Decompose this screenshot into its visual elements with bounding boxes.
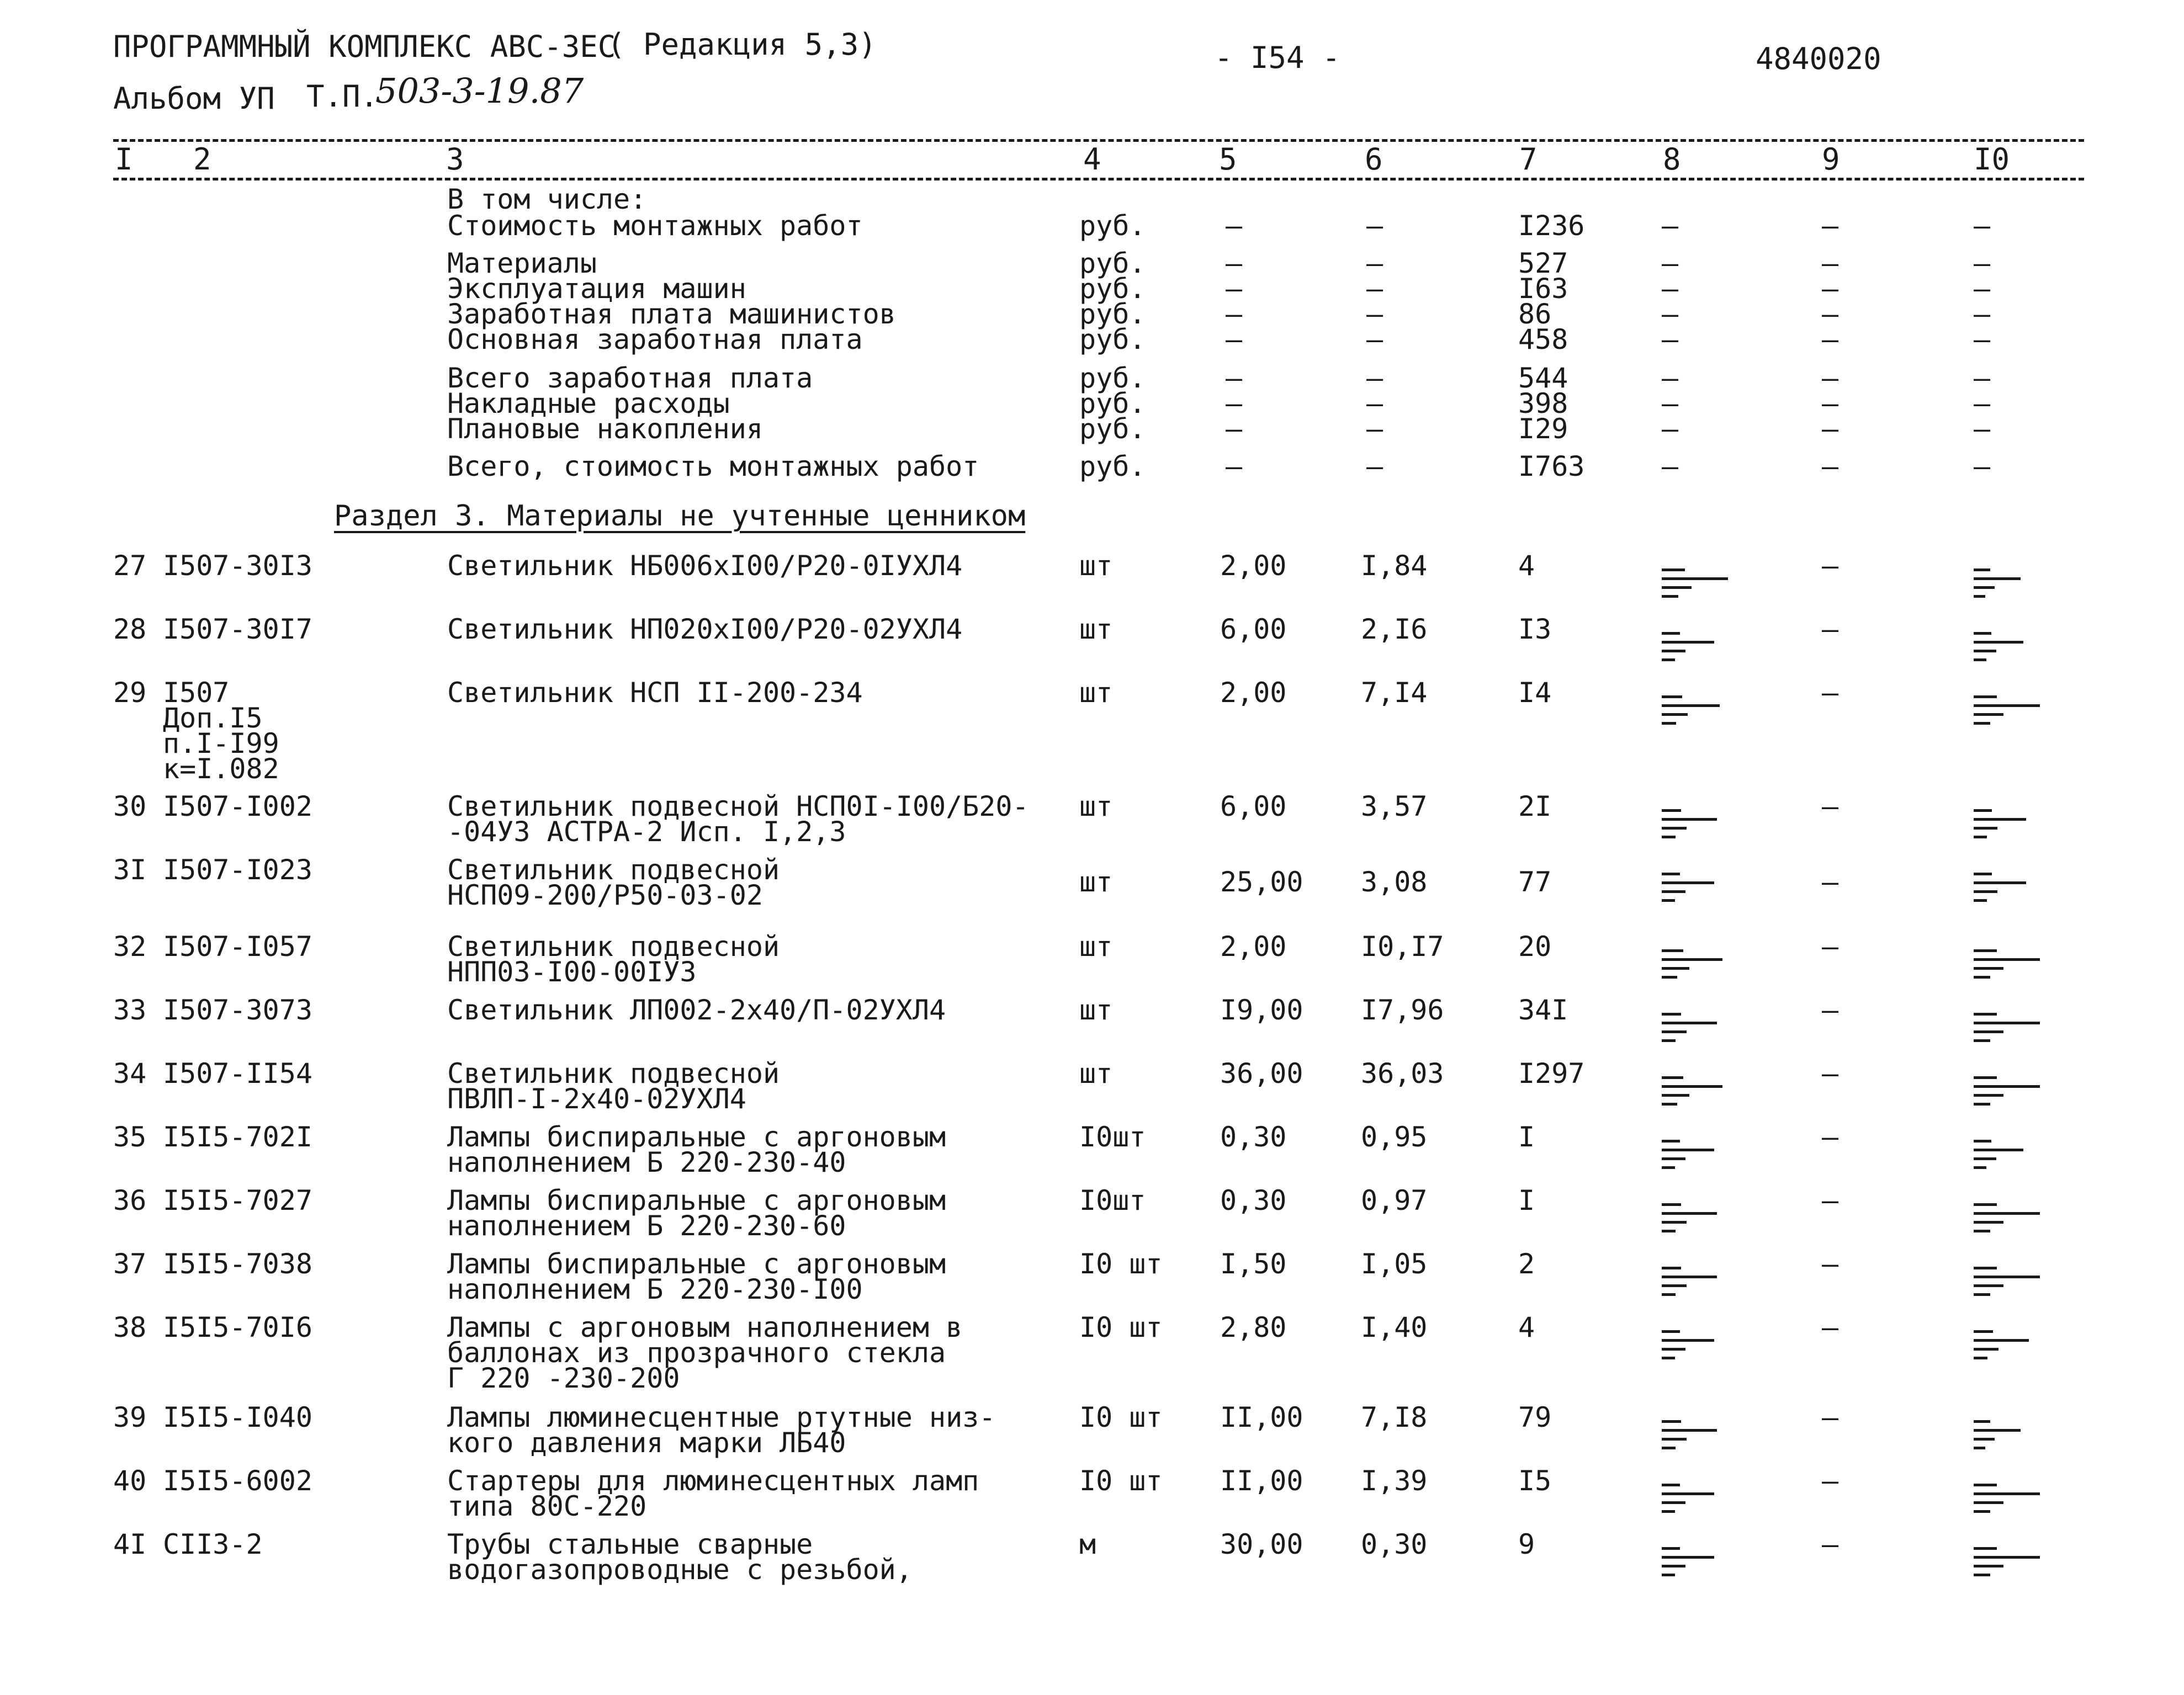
page-number: - I54 - <box>1215 40 1340 75</box>
row-name: Стартеры для люминесцентных ламп <box>447 1465 979 1497</box>
row-number: 27 <box>113 550 147 582</box>
summary-col6: – <box>1366 247 1383 279</box>
row-total: 79 <box>1518 1401 1552 1433</box>
summary-unit: руб. <box>1079 387 1146 419</box>
summary-name: Всего заработная плата <box>447 362 813 394</box>
summary-col9: – <box>1822 298 1839 330</box>
row-code: I507 <box>163 677 230 709</box>
row-col10-mark <box>1974 1140 2040 1173</box>
summary-col6: – <box>1366 298 1383 330</box>
row-number: 37 <box>113 1248 147 1280</box>
row-price: I7,96 <box>1361 994 1444 1026</box>
row-total: 20 <box>1518 931 1552 963</box>
edition-label: ( Редакция 5,3) <box>607 27 877 62</box>
row-col8-mark <box>1662 1330 1728 1363</box>
summary-col8: – <box>1662 413 1679 445</box>
summary-col8: – <box>1662 323 1679 355</box>
row-quantity: 6,00 <box>1220 790 1287 822</box>
summary-name: Стоимость монтажных работ <box>447 210 863 242</box>
row-name: Светильник подвесной <box>447 1058 780 1090</box>
row-code: I5I5-702I <box>163 1121 312 1153</box>
row-total: 4 <box>1518 550 1535 582</box>
row-unit: I0шт <box>1079 1121 1146 1153</box>
row-quantity: I9,00 <box>1220 994 1303 1026</box>
row-col8-mark <box>1662 1140 1728 1173</box>
row-quantity: II,00 <box>1220 1401 1303 1433</box>
summary-col10: – <box>1974 413 1991 445</box>
column-header-10: I0 <box>1974 142 2010 177</box>
row-total: 2 <box>1518 1248 1535 1280</box>
row-col8-mark <box>1662 1203 1728 1236</box>
summary-col6: – <box>1366 323 1383 355</box>
row-name: кого давления марки ЛБ40 <box>447 1427 846 1459</box>
row-col8-mark <box>1662 949 1728 982</box>
row-quantity: 2,00 <box>1220 677 1287 709</box>
row-col9: – <box>1822 931 1839 963</box>
row-name: Лампы люминесцентные ртутные низ- <box>447 1401 996 1433</box>
row-total: I297 <box>1518 1058 1585 1090</box>
column-header-5: 5 <box>1219 142 1237 177</box>
row-name: Светильник НП020хI00/Р20-02УХЛ4 <box>447 613 963 645</box>
row-unit: шт <box>1079 613 1113 645</box>
summary-col10: – <box>1974 210 1991 242</box>
row-price: I,40 <box>1361 1311 1428 1343</box>
row-col10-mark <box>1974 809 2040 842</box>
row-price: 7,I8 <box>1361 1401 1428 1433</box>
row-col8-mark <box>1662 1547 1728 1580</box>
summary-col5: – <box>1226 323 1243 355</box>
album-label: Альбом УП <box>113 81 275 116</box>
row-number: 28 <box>113 613 147 645</box>
row-code: I507-I023 <box>163 854 312 886</box>
row-name: Светильник подвесной <box>447 854 780 886</box>
summary-col6: – <box>1366 413 1383 445</box>
row-name: наполнением Б 220-230-40 <box>447 1146 846 1178</box>
row-price: 7,I4 <box>1361 677 1428 709</box>
row-total: 34I <box>1518 994 1568 1026</box>
summary-name: Накладные расходы <box>447 387 730 419</box>
row-code: Доп.I5 <box>163 702 263 734</box>
row-col8-mark <box>1662 1420 1728 1453</box>
row-name: -04У3 АСТРА-2 Исп. I,2,3 <box>447 816 846 848</box>
row-price: I,05 <box>1361 1248 1428 1280</box>
summary-value: I29 <box>1518 413 1568 445</box>
summary-value: 458 <box>1518 323 1568 355</box>
row-code: I5I5-7038 <box>163 1248 312 1280</box>
summary-col5: – <box>1226 387 1243 419</box>
summary-value: 527 <box>1518 247 1568 279</box>
summary-col8: – <box>1662 450 1679 482</box>
row-col10-mark <box>1974 1420 2040 1453</box>
row-code: I507-30I7 <box>163 613 312 645</box>
summary-col5: – <box>1226 362 1243 394</box>
summary-name: Основная заработная плата <box>447 323 863 355</box>
row-unit: I0 шт <box>1079 1311 1163 1343</box>
row-col10-mark <box>1974 1547 2040 1580</box>
row-quantity: 2,00 <box>1220 550 1287 582</box>
row-col10-mark <box>1974 1330 2040 1363</box>
column-header-4: 4 <box>1083 142 1101 177</box>
summary-name: В том числе: <box>447 183 647 215</box>
row-col10-mark <box>1974 873 2040 906</box>
row-quantity: II,00 <box>1220 1465 1303 1497</box>
summary-col10: – <box>1974 273 1991 305</box>
summary-col10: – <box>1974 247 1991 279</box>
program-title: ПРОГРАММНЫЙ КОМПЛЕКС АВС-ЗЕС <box>113 29 616 64</box>
row-number: 4I <box>113 1528 147 1560</box>
summary-col8: – <box>1662 273 1679 305</box>
summary-col5: – <box>1226 210 1243 242</box>
column-header-3: 3 <box>446 142 464 177</box>
row-unit: I0 шт <box>1079 1465 1163 1497</box>
row-name: баллонах из прозрачного стекла <box>447 1337 946 1369</box>
summary-name: Эксплуатация машин <box>447 273 746 305</box>
row-quantity: 2,00 <box>1220 931 1287 963</box>
row-price: 36,03 <box>1361 1058 1444 1090</box>
row-quantity: 36,00 <box>1220 1058 1303 1090</box>
row-col9: – <box>1822 613 1839 645</box>
summary-unit: руб. <box>1079 273 1146 305</box>
row-col9: – <box>1822 1058 1839 1090</box>
row-unit: I0шт <box>1079 1184 1146 1216</box>
row-col10-mark <box>1974 695 2040 729</box>
row-unit: шт <box>1079 790 1113 822</box>
row-unit: I0 шт <box>1079 1401 1163 1433</box>
column-header-9: 9 <box>1822 142 1840 177</box>
summary-value: 544 <box>1518 362 1568 394</box>
document-code: 4840020 <box>1756 41 1881 76</box>
row-name: Лампы с аргоновым наполнением в <box>447 1311 963 1343</box>
row-price: 3,08 <box>1361 866 1428 898</box>
tp-label: Т.П. <box>306 79 379 114</box>
summary-name: Заработная плата машинистов <box>447 298 896 330</box>
row-total: 77 <box>1518 866 1552 898</box>
column-header-2: 2 <box>193 142 211 177</box>
row-name: Трубы стальные сварные <box>447 1528 813 1560</box>
summary-unit: руб. <box>1079 413 1146 445</box>
row-code: I507-3073 <box>163 994 312 1026</box>
row-col8-mark <box>1662 1076 1728 1109</box>
row-col10-mark <box>1974 1076 2040 1109</box>
row-price: 3,57 <box>1361 790 1428 822</box>
summary-col5: – <box>1226 413 1243 445</box>
row-code: I507-II54 <box>163 1058 312 1090</box>
column-header-1: I <box>115 142 133 177</box>
tp-number: 503-3-19.87 <box>375 71 584 111</box>
row-col9: – <box>1822 790 1839 822</box>
row-col9: – <box>1822 1121 1839 1153</box>
summary-col10: – <box>1974 323 1991 355</box>
row-number: 3I <box>113 854 147 886</box>
row-number: 35 <box>113 1121 147 1153</box>
row-name: типа 80С-220 <box>447 1490 647 1522</box>
row-name: Светильник ЛП002-2х40/П-02УХЛ4 <box>447 994 946 1026</box>
row-name: наполнением Б 220-230-I00 <box>447 1273 863 1305</box>
row-col10-mark <box>1974 1267 2040 1300</box>
row-col9: – <box>1822 550 1839 582</box>
row-col8-mark <box>1662 568 1728 602</box>
column-header-7: 7 <box>1519 142 1538 177</box>
row-code: к=I.082 <box>163 753 279 785</box>
summary-value: I763 <box>1518 450 1585 482</box>
row-name: Лампы биспиральные с аргоновым <box>447 1184 946 1216</box>
summary-col9: – <box>1822 210 1839 242</box>
row-total: 4 <box>1518 1311 1535 1343</box>
row-number: 36 <box>113 1184 147 1216</box>
summary-col5: – <box>1226 298 1243 330</box>
row-quantity: I,50 <box>1220 1248 1287 1280</box>
row-col9: – <box>1822 1311 1839 1343</box>
row-name: Светильник подвесной НСП0I-I00/Б20- <box>447 790 1029 822</box>
row-quantity: 6,00 <box>1220 613 1287 645</box>
row-col10-mark <box>1974 632 2040 665</box>
summary-name: Плановые накопления <box>447 413 763 445</box>
summary-col10: – <box>1974 450 1991 482</box>
summary-col9: – <box>1822 247 1839 279</box>
summary-value: 398 <box>1518 387 1568 419</box>
section-title: Раздел 3. Материалы не учтенные ценником <box>334 500 1026 533</box>
summary-col10: – <box>1974 387 1991 419</box>
summary-col5: – <box>1226 247 1243 279</box>
row-total: I5 <box>1518 1465 1552 1497</box>
summary-unit: руб. <box>1079 298 1146 330</box>
row-price: 0,97 <box>1361 1184 1428 1216</box>
summary-col6: – <box>1366 450 1383 482</box>
row-col9: – <box>1822 994 1839 1026</box>
row-col8-mark <box>1662 1267 1728 1300</box>
summary-value: 86 <box>1518 298 1552 330</box>
column-header-8: 8 <box>1663 142 1681 177</box>
summary-col9: – <box>1822 387 1839 419</box>
row-number: 39 <box>113 1401 147 1433</box>
row-col10-mark <box>1974 1484 2040 1517</box>
summary-col8: – <box>1662 298 1679 330</box>
summary-col9: – <box>1822 273 1839 305</box>
row-name: Лампы биспиральные с аргоновым <box>447 1121 946 1153</box>
row-number: 29 <box>113 677 147 709</box>
row-unit: I0 шт <box>1079 1248 1163 1280</box>
row-col8-mark <box>1662 695 1728 729</box>
row-unit: шт <box>1079 866 1113 898</box>
summary-col8: – <box>1662 387 1679 419</box>
summary-unit: руб. <box>1079 210 1146 242</box>
summary-col8: – <box>1662 210 1679 242</box>
row-col9: – <box>1822 1401 1839 1433</box>
row-name: Светильник НБ006хI00/Р20-0IУХЛ4 <box>447 550 963 582</box>
header-bottom-rule <box>113 178 2084 180</box>
row-unit: шт <box>1079 931 1113 963</box>
row-code: I507-I002 <box>163 790 312 822</box>
row-quantity: 2,80 <box>1220 1311 1287 1343</box>
row-col9: – <box>1822 1184 1839 1216</box>
row-price: 0,30 <box>1361 1528 1428 1560</box>
summary-col10: – <box>1974 298 1991 330</box>
row-code: I5I5-7027 <box>163 1184 312 1216</box>
summary-col9: – <box>1822 450 1839 482</box>
summary-col5: – <box>1226 450 1243 482</box>
row-col9: – <box>1822 866 1839 898</box>
row-unit: шт <box>1079 677 1113 709</box>
summary-name: Всего, стоимость монтажных работ <box>447 450 979 482</box>
row-col9: – <box>1822 1465 1839 1497</box>
summary-unit: руб. <box>1079 362 1146 394</box>
row-total: I4 <box>1518 677 1552 709</box>
row-total: I <box>1518 1121 1535 1153</box>
summary-value: I236 <box>1518 210 1585 242</box>
summary-col6: – <box>1366 273 1383 305</box>
summary-col9: – <box>1822 362 1839 394</box>
row-col8-mark <box>1662 809 1728 842</box>
row-number: 34 <box>113 1058 147 1090</box>
row-quantity: 0,30 <box>1220 1184 1287 1216</box>
row-price: I,84 <box>1361 550 1428 582</box>
row-price: 0,95 <box>1361 1121 1428 1153</box>
row-number: 33 <box>113 994 147 1026</box>
summary-unit: руб. <box>1079 247 1146 279</box>
row-name: Лампы биспиральные с аргоновым <box>447 1248 946 1280</box>
row-name: НПП03-I00-00IУ3 <box>447 956 697 988</box>
row-code: I507-30I3 <box>163 550 312 582</box>
row-total: I <box>1518 1184 1535 1216</box>
row-total: 9 <box>1518 1528 1535 1560</box>
row-name: ПВЛП-I-2х40-02УХЛ4 <box>447 1083 746 1115</box>
row-price: I,39 <box>1361 1465 1428 1497</box>
row-code: I5I5-6002 <box>163 1465 312 1497</box>
row-price: 2,I6 <box>1361 613 1428 645</box>
summary-col5: – <box>1226 273 1243 305</box>
summary-value: I63 <box>1518 273 1568 305</box>
row-col8-mark <box>1662 873 1728 906</box>
summary-unit: руб. <box>1079 323 1146 355</box>
row-quantity: 0,30 <box>1220 1121 1287 1153</box>
row-col10-mark <box>1974 949 2040 982</box>
row-name: Светильник подвесной <box>447 931 780 963</box>
row-code: СII3-2 <box>163 1528 263 1560</box>
row-col8-mark <box>1662 1484 1728 1517</box>
summary-col9: – <box>1822 323 1839 355</box>
row-quantity: 30,00 <box>1220 1528 1303 1560</box>
row-name: Светильник НСП II-200-234 <box>447 677 863 709</box>
row-col9: – <box>1822 677 1839 709</box>
row-col8-mark <box>1662 1013 1728 1046</box>
row-unit: шт <box>1079 994 1113 1026</box>
summary-col9: – <box>1822 413 1839 445</box>
row-name: водогазопроводные с резьбой, <box>447 1554 913 1586</box>
column-header-6: 6 <box>1365 142 1383 177</box>
row-quantity: 25,00 <box>1220 866 1303 898</box>
row-name: наполнением Б 220-230-60 <box>447 1210 846 1242</box>
summary-col6: – <box>1366 362 1383 394</box>
row-col10-mark <box>1974 1013 2040 1046</box>
row-number: 32 <box>113 931 147 963</box>
row-unit: шт <box>1079 1058 1113 1090</box>
row-col10-mark <box>1974 1203 2040 1236</box>
row-code: I5I5-70I6 <box>163 1311 312 1343</box>
row-code: п.I-I99 <box>163 727 279 759</box>
row-name: Г 220 -230-200 <box>447 1362 680 1394</box>
summary-col6: – <box>1366 387 1383 419</box>
row-code: I5I5-I040 <box>163 1401 312 1433</box>
summary-unit: руб. <box>1079 450 1146 482</box>
row-number: 40 <box>113 1465 147 1497</box>
row-col9: – <box>1822 1528 1839 1560</box>
row-col8-mark <box>1662 632 1728 665</box>
row-number: 30 <box>113 790 147 822</box>
summary-col8: – <box>1662 247 1679 279</box>
row-unit: шт <box>1079 550 1113 582</box>
row-code: I507-I057 <box>163 931 312 963</box>
summary-name: Материалы <box>447 247 597 279</box>
row-total: I3 <box>1518 613 1552 645</box>
row-total: 2I <box>1518 790 1552 822</box>
row-price: I0,I7 <box>1361 931 1444 963</box>
row-name: НСП09-200/Р50-03-02 <box>447 879 763 911</box>
row-col9: – <box>1822 1248 1839 1280</box>
summary-col6: – <box>1366 210 1383 242</box>
row-number: 38 <box>113 1311 147 1343</box>
summary-col8: – <box>1662 362 1679 394</box>
summary-col10: – <box>1974 362 1991 394</box>
row-unit: м <box>1079 1528 1096 1560</box>
row-col10-mark <box>1974 568 2040 602</box>
